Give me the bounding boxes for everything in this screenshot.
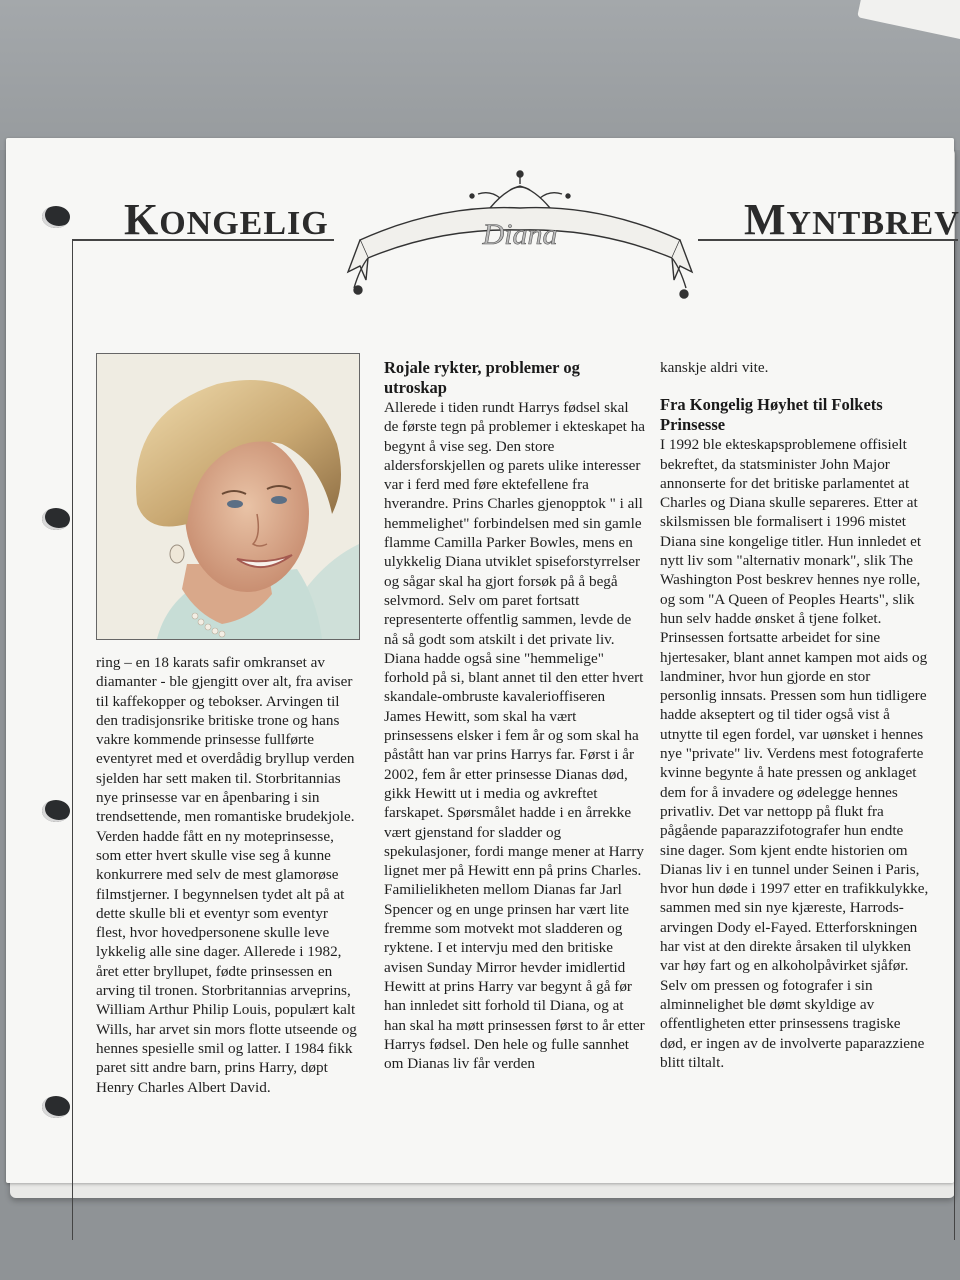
diana-banner — [340, 168, 700, 308]
article-column-2 — [384, 358, 646, 1073]
header-rest: YNTBREV — [786, 205, 960, 242]
section-heading: Fra Kongelig Høyhet til Folkets Prinsesse — [660, 395, 883, 435]
article-text-continuation: kanskje aldri vite. — [660, 359, 769, 376]
frame-line — [954, 240, 955, 1240]
portrait-photo — [96, 353, 360, 640]
banner-title: Diana — [482, 218, 558, 251]
article-column-1 — [96, 653, 358, 1097]
header-title-left — [124, 194, 329, 245]
document-page — [6, 138, 960, 1183]
article-text: I 1992 ble ekteskapsproblemene offisielt bekreftet, da statsminister John Major annonserte for det britiske parlamentet at Charles og Diana skulle separeres. Etter at skilsmissen ble formalisert i 1996 mistet Diana sine kongelige titler. Hun innledet et nytt liv som "alternativ monark", slik The Washington Post beskrev hennes nye rolle, og som "A Queen of Peoples Hearts", slik hun selv hadde ønsket å tjene folket. Prinsessen fortsatte arbeidet for sine hjertesaker, blant annet kampen mot aids og landminer, hvor hun gjorde en stor personlig innsats. Pressen som hun tidligere hadde akseptert og til tider også vist å utnytte til egen fordel, var uønsket i hennes nye "private" liv. Verdens mest fotograferte kvinne begynte å hate pressen og anklaget dem for å invadere og ødelegge hennes privatliv. Det var nettopp på flukt fra pågående paparazzifotografer hun endte sine dager. Som kjent endte historien om Dianas liv i en tunnel under Seinen i Paris, hvor hun døde i 1997 etter en trafikkulykke, sammen med sin nye kjæreste, Harrods-arvingen Dody el-Fayed. Etterforskningen har vist at den direkte årsaken til ulykken var høy fart og en alkoholpåvirket sjåfør. Selv om pressen og fotografer i sin alminnelighet ble dømt skyldige av offentligheten etter prinsessens tragiske død, er ingen av de involverte paparazziene blitt tiltalt. — [660, 436, 929, 1071]
binder-hole — [42, 206, 70, 228]
binder-hole — [42, 508, 70, 530]
binder-hole — [42, 800, 70, 822]
article-text: ring – en 18 karats safir omkranset av diamanter - ble gjengitt over alt, fra aviser til kaffekopper og tebokser. Arvingen til den tradisjonsrike britiske trone og hans vakre kommende prinsesse fullførte eventyret med et overdådig bryllup verden sjelden har sett maken til. Storbritannias nye prinsesse var en åpenbaring i sin trendsettende, men romantiske brudekjole. Verden hadde fått en ny moteprinsesse, som etter hvert skulle vise seg å kunne konkurrere med selv de mest glamorøse filmstjerner. I begynnelsen tydet alt på at dette skulle bli et eventyr som eventyr flest, hvor hovedpersonene skulle leve lykkelig alle sine dager. Allerede i 1982, året etter bryllupet, fødte prinsessen en arving til tronen. Storbritannias arveprins, William Arthur Philip Louis, populært kalt Wills, har arvet sin mors flotte utseende og hennes spesielle smil og latter. I 1984 fikk paret sitt andre barn, prins Harry, døpt Henry Charles Albert David. — [96, 654, 357, 1096]
header-initial: K — [124, 195, 160, 244]
frame-line — [72, 240, 73, 1240]
article-text: Allerede i tiden rundt Harrys fødsel skal de første tegn på problemer i ekteskapet ha begynt å vise seg. Den store aldersforskjellen og parets ulike interesser var i ferd med føre ektefellene fra hverandre. Prins Charles gjenopptok " i all hemmelighet" forbindelsen med sin gamle flamme Camilla Parker Bowles, mens en ulykkelig Diana utviklet spiseforstyrrelser og sågar skal ha gjort forsøk på å begå selvmord. Selv om paret fortsatt representerte offentlig sammen, levde de nå så godt som atskilt i det private liv. Diana hadde også sine "hemmelige" forhold på si, blant annet til den etter hvert skandale-ombruste kavalerioffiseren James Hewitt, som skal ha vært prinsessens elsker i fem år og som skal ha påstått han var prins Harrys far. Først i år 2002, fem år etter prinsesse Dianas død, gikk Hewitt ut i media og avkreftet farskapet. Spørsmålet hadde i en årrekke vært gjenstand for sladder og spekulasjoner, fordi mange mener at Harry lignet mer på Hewitt enn på prins Charles. Familielikheten mellom Dianas far Jarl Spencer og en unge prinsen har vært lite fremme som motvekt mot sladderen og ryktene. I et intervju med den britiske avisen Sunday Mirror hevder imidlertid Hewitt at prins Harry var begynt å gå før han innledet sitt forhold til Diana, og at han skal ha møtt prinsessen først to år etter Harrys fødsel. Den hele og fulle sannhet om Dianas liv får verden — [384, 399, 646, 1073]
binder-hole — [42, 1096, 70, 1118]
section-heading: Rojale rykter, problemer og utroskap — [384, 358, 580, 397]
header-rest: ONGELIG — [159, 205, 329, 242]
article-column-3 — [660, 358, 930, 1072]
header-initial: M — [744, 195, 787, 244]
header-title-right — [744, 194, 960, 245]
portrait-illustration — [97, 354, 359, 639]
desk-background — [0, 0, 960, 150]
